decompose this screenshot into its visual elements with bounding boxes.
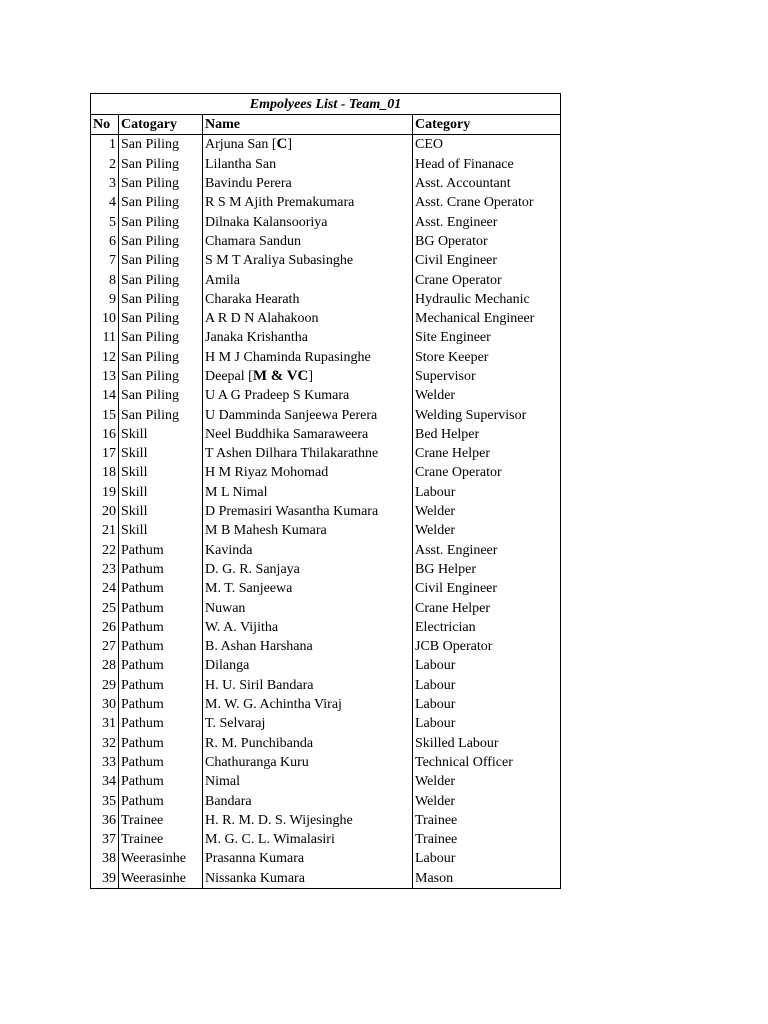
row-group: Pathum: [119, 676, 203, 695]
row-name: [203, 849, 413, 868]
row-name: [203, 502, 413, 521]
table-row: [91, 135, 561, 155]
table-row: [91, 753, 561, 772]
row-number: 32: [91, 734, 119, 753]
row-category: Asst. Engineer: [413, 212, 561, 231]
row-category: Skilled Labour: [413, 734, 561, 753]
row-number: 38: [91, 849, 119, 868]
row-category: Labour: [413, 483, 561, 502]
row-group: Skill: [119, 521, 203, 540]
row-name-text: D. G. R. Sanjaya: [205, 561, 300, 577]
row-name: [203, 811, 413, 830]
table-row: [91, 714, 561, 733]
table-row: [91, 637, 561, 656]
row-number: 35: [91, 791, 119, 810]
row-name-text: Dilnaka Kalansooriya: [205, 214, 328, 230]
row-name: [203, 637, 413, 656]
row-group: Skill: [119, 463, 203, 482]
table-row: [91, 463, 561, 482]
row-number: 30: [91, 695, 119, 714]
row-category: Crane Helper: [413, 444, 561, 463]
employees-table: [90, 93, 561, 889]
row-number: 37: [91, 830, 119, 849]
row-category: Labour: [413, 695, 561, 714]
row-number: 20: [91, 502, 119, 521]
row-group: Pathum: [119, 560, 203, 579]
row-group: Pathum: [119, 772, 203, 791]
row-name-text: Bavindu Perera: [205, 176, 292, 192]
row-category: Welder: [413, 386, 561, 405]
header-name: Name: [203, 115, 413, 135]
row-name-text: Nissanka Kumara: [205, 870, 305, 886]
row-name: [203, 579, 413, 598]
table-row: [91, 425, 561, 444]
row-category: Crane Helper: [413, 598, 561, 617]
row-group: San Piling: [119, 309, 203, 328]
table-row: [91, 483, 561, 502]
row-group: San Piling: [119, 193, 203, 212]
row-group: Trainee: [119, 830, 203, 849]
row-name-text: Amila: [205, 272, 240, 288]
row-category: Welder: [413, 791, 561, 810]
row-name: [203, 695, 413, 714]
row-category: Trainee: [413, 830, 561, 849]
row-name-text: Neel Buddhika Samaraweera: [205, 426, 369, 442]
row-number: 6: [91, 232, 119, 251]
row-name: [203, 714, 413, 733]
row-category: Technical Officer: [413, 753, 561, 772]
row-name-text: R. M. Punchibanda: [205, 735, 314, 751]
row-category: Hydraulic Mechanic: [413, 290, 561, 309]
row-number: 26: [91, 618, 119, 637]
row-number: 29: [91, 676, 119, 695]
row-category: Head of Finanace: [413, 155, 561, 174]
row-name-text: Arjuna San [: [205, 137, 277, 153]
table-row: [91, 849, 561, 868]
row-name-text: U A G Pradeep S Kumara: [205, 388, 350, 404]
row-name-end: ]: [308, 369, 314, 384]
table-row: [91, 290, 561, 309]
row-group: Weerasinhe: [119, 849, 203, 868]
row-group: San Piling: [119, 232, 203, 251]
table-row: [91, 232, 561, 251]
table-row: [91, 328, 561, 347]
row-name-text: H M Riyaz Mohomad: [205, 465, 329, 481]
row-number: 7: [91, 251, 119, 270]
row-name-text: Prasanna Kumara: [205, 851, 305, 867]
table-row: [91, 444, 561, 463]
row-category: JCB Operator: [413, 637, 561, 656]
row-name: [203, 135, 413, 155]
row-name: [203, 598, 413, 617]
row-number: 10: [91, 309, 119, 328]
row-name-text: Lilantha San: [205, 156, 277, 172]
row-number: 2: [91, 155, 119, 174]
header-no: No: [91, 115, 119, 135]
row-number: 8: [91, 270, 119, 289]
row-number: 18: [91, 463, 119, 482]
row-name: [203, 521, 413, 540]
row-name: [203, 463, 413, 482]
row-name: [203, 541, 413, 560]
table-body: [91, 135, 561, 889]
row-group: Pathum: [119, 637, 203, 656]
table-row: [91, 791, 561, 810]
row-number: 14: [91, 386, 119, 405]
row-name-text: M. G. C. L. Wimalasiri: [205, 832, 335, 848]
row-group: Pathum: [119, 598, 203, 617]
row-name-text: H. R. M. D. S. Wijesinghe: [205, 812, 353, 828]
row-category: Welder: [413, 502, 561, 521]
row-number: 15: [91, 405, 119, 424]
row-number: 12: [91, 348, 119, 367]
row-category: Welding Supervisor: [413, 405, 561, 424]
row-name: [203, 869, 413, 889]
table-row: [91, 405, 561, 424]
row-group: Pathum: [119, 734, 203, 753]
row-name: [203, 193, 413, 212]
row-number: 25: [91, 598, 119, 617]
row-group: Pathum: [119, 579, 203, 598]
table-row: [91, 251, 561, 270]
table-row: [91, 811, 561, 830]
table-row: [91, 502, 561, 521]
row-name-text: M B Mahesh Kumara: [205, 523, 327, 539]
row-category: CEO: [413, 135, 561, 155]
row-category: Bed Helper: [413, 425, 561, 444]
row-name-text: B. Ashan Harshana: [205, 639, 313, 655]
row-group: Pathum: [119, 791, 203, 810]
row-category: Store Keeper: [413, 348, 561, 367]
row-group: Trainee: [119, 811, 203, 830]
row-number: 39: [91, 869, 119, 889]
row-name-text: T Ashen Dilhara Thilakarathne: [205, 446, 379, 462]
row-name: [203, 734, 413, 753]
row-name-text: S M T Araliya Subasinghe: [205, 253, 354, 269]
table-row: [91, 656, 561, 675]
row-category: Labour: [413, 714, 561, 733]
row-number: 1: [91, 135, 119, 155]
row-category: Labour: [413, 676, 561, 695]
row-name: [203, 753, 413, 772]
row-name-text: A R D N Alahakoon: [205, 311, 319, 327]
table-row: [91, 348, 561, 367]
row-name-text: R S M Ajith Premakumara: [205, 195, 355, 211]
row-number: 33: [91, 753, 119, 772]
header-row: [91, 115, 561, 135]
table-row: [91, 560, 561, 579]
row-name-text: T. Selvaraj: [205, 716, 266, 732]
row-category: Welder: [413, 521, 561, 540]
row-name-text: Charaka Hearath: [205, 291, 300, 307]
row-group: Skill: [119, 502, 203, 521]
row-category: Asst. Engineer: [413, 541, 561, 560]
row-group: Skill: [119, 425, 203, 444]
row-name-end: ]: [287, 137, 293, 153]
row-name: [203, 367, 413, 386]
table-row: [91, 386, 561, 405]
row-group: San Piling: [119, 270, 203, 289]
row-name: [203, 309, 413, 328]
row-name: [203, 772, 413, 791]
table-title: Empolyees List - Team_01: [91, 94, 561, 115]
row-category: Crane Operator: [413, 463, 561, 482]
table-row: [91, 772, 561, 791]
row-name-tag: M & VC: [252, 368, 309, 384]
row-name-text: U Damminda Sanjeewa Perera: [205, 407, 378, 423]
row-group: San Piling: [119, 251, 203, 270]
row-name: [203, 174, 413, 193]
row-group: Pathum: [119, 541, 203, 560]
row-group: San Piling: [119, 386, 203, 405]
table-row: [91, 869, 561, 889]
row-category: Asst. Crane Operator: [413, 193, 561, 212]
row-name: [203, 618, 413, 637]
table-row: [91, 155, 561, 174]
row-category: Site Engineer: [413, 328, 561, 347]
row-number: 13: [91, 367, 119, 386]
row-name-text: M. T. Sanjeewa: [205, 581, 293, 597]
row-name: [203, 290, 413, 309]
row-group: San Piling: [119, 328, 203, 347]
table-row: [91, 270, 561, 289]
row-name-text: Bandara: [205, 793, 252, 809]
row-name: [203, 348, 413, 367]
row-category: Welder: [413, 772, 561, 791]
row-group: San Piling: [119, 348, 203, 367]
row-name: [203, 251, 413, 270]
row-name: [203, 270, 413, 289]
row-name: [203, 328, 413, 347]
row-category: BG Helper: [413, 560, 561, 579]
row-group: Pathum: [119, 656, 203, 675]
row-number: 28: [91, 656, 119, 675]
table-row: [91, 367, 561, 386]
table-row: [91, 676, 561, 695]
row-number: 24: [91, 579, 119, 598]
row-number: 9: [91, 290, 119, 309]
row-number: 16: [91, 425, 119, 444]
row-category: Asst. Accountant: [413, 174, 561, 193]
row-name: [203, 830, 413, 849]
table-row: [91, 212, 561, 231]
row-category: Mason: [413, 869, 561, 889]
table-row: [91, 598, 561, 617]
row-name-text: Dilanga: [205, 658, 250, 674]
table-row: [91, 193, 561, 212]
row-name-text: Nimal: [205, 774, 240, 790]
row-name: [203, 791, 413, 810]
row-name: [203, 676, 413, 695]
row-name-text: Kavinda: [205, 542, 253, 558]
table-row: [91, 579, 561, 598]
row-name-text: W. A. Vijitha: [205, 619, 279, 635]
row-number: 34: [91, 772, 119, 791]
row-category: Trainee: [413, 811, 561, 830]
row-name: [203, 232, 413, 251]
row-name: [203, 483, 413, 502]
row-name-text: Deepal [: [205, 369, 253, 384]
row-category: BG Operator: [413, 232, 561, 251]
row-category: Civil Engineer: [413, 251, 561, 270]
row-number: 36: [91, 811, 119, 830]
row-name: [203, 155, 413, 174]
row-category: Electrician: [413, 618, 561, 637]
row-name-text: D Premasiri Wasantha Kumara: [205, 504, 379, 520]
row-group: San Piling: [119, 135, 203, 155]
row-category: Mechanical Engineer: [413, 309, 561, 328]
table-row: [91, 521, 561, 540]
row-group: Pathum: [119, 618, 203, 637]
row-number: 3: [91, 174, 119, 193]
row-number: 19: [91, 483, 119, 502]
table-row: [91, 618, 561, 637]
row-name-text: Chamara Sandun: [205, 233, 302, 249]
row-number: 17: [91, 444, 119, 463]
row-group: San Piling: [119, 174, 203, 193]
row-number: 23: [91, 560, 119, 579]
table-row: [91, 309, 561, 328]
header-catogary: Catogary: [119, 115, 203, 135]
row-name: [203, 386, 413, 405]
row-number: 21: [91, 521, 119, 540]
row-name: [203, 444, 413, 463]
row-name: [203, 656, 413, 675]
row-category: Crane Operator: [413, 270, 561, 289]
row-name: [203, 212, 413, 231]
row-group: Skill: [119, 483, 203, 502]
row-name-text: H M J Chaminda Rupasinghe: [205, 349, 371, 365]
row-group: Pathum: [119, 695, 203, 714]
header-category: Category: [413, 115, 561, 135]
row-name-text: Nuwan: [205, 600, 246, 616]
row-number: 27: [91, 637, 119, 656]
row-category: Labour: [413, 849, 561, 868]
row-category: Civil Engineer: [413, 579, 561, 598]
row-group: San Piling: [119, 405, 203, 424]
row-name-text: M L Nimal: [205, 484, 268, 500]
row-name: [203, 405, 413, 424]
row-name-text: H. U. Siril Bandara: [205, 677, 314, 693]
row-group: San Piling: [119, 367, 203, 386]
table-row: [91, 174, 561, 193]
row-number: 31: [91, 714, 119, 733]
row-number: 4: [91, 193, 119, 212]
row-number: 11: [91, 328, 119, 347]
row-group: San Piling: [119, 290, 203, 309]
row-name-text: Janaka Krishantha: [205, 330, 309, 346]
row-group: Pathum: [119, 753, 203, 772]
table-row: [91, 695, 561, 714]
row-number: 22: [91, 541, 119, 560]
row-name: [203, 560, 413, 579]
row-group: San Piling: [119, 212, 203, 231]
row-category: Labour: [413, 656, 561, 675]
row-group: Weerasinhe: [119, 869, 203, 889]
row-group: Skill: [119, 444, 203, 463]
row-name: [203, 425, 413, 444]
row-group: San Piling: [119, 155, 203, 174]
row-number: 5: [91, 212, 119, 231]
row-name-tag: C: [276, 136, 288, 153]
table-row: [91, 541, 561, 560]
row-name-text: M. W. G. Achintha Viraj: [205, 697, 342, 713]
table-row: [91, 734, 561, 753]
title-row: [91, 94, 561, 115]
row-group: Pathum: [119, 714, 203, 733]
row-name-text: Chathuranga Kuru: [205, 754, 309, 770]
row-category: Supervisor: [413, 367, 561, 386]
table-row: [91, 830, 561, 849]
